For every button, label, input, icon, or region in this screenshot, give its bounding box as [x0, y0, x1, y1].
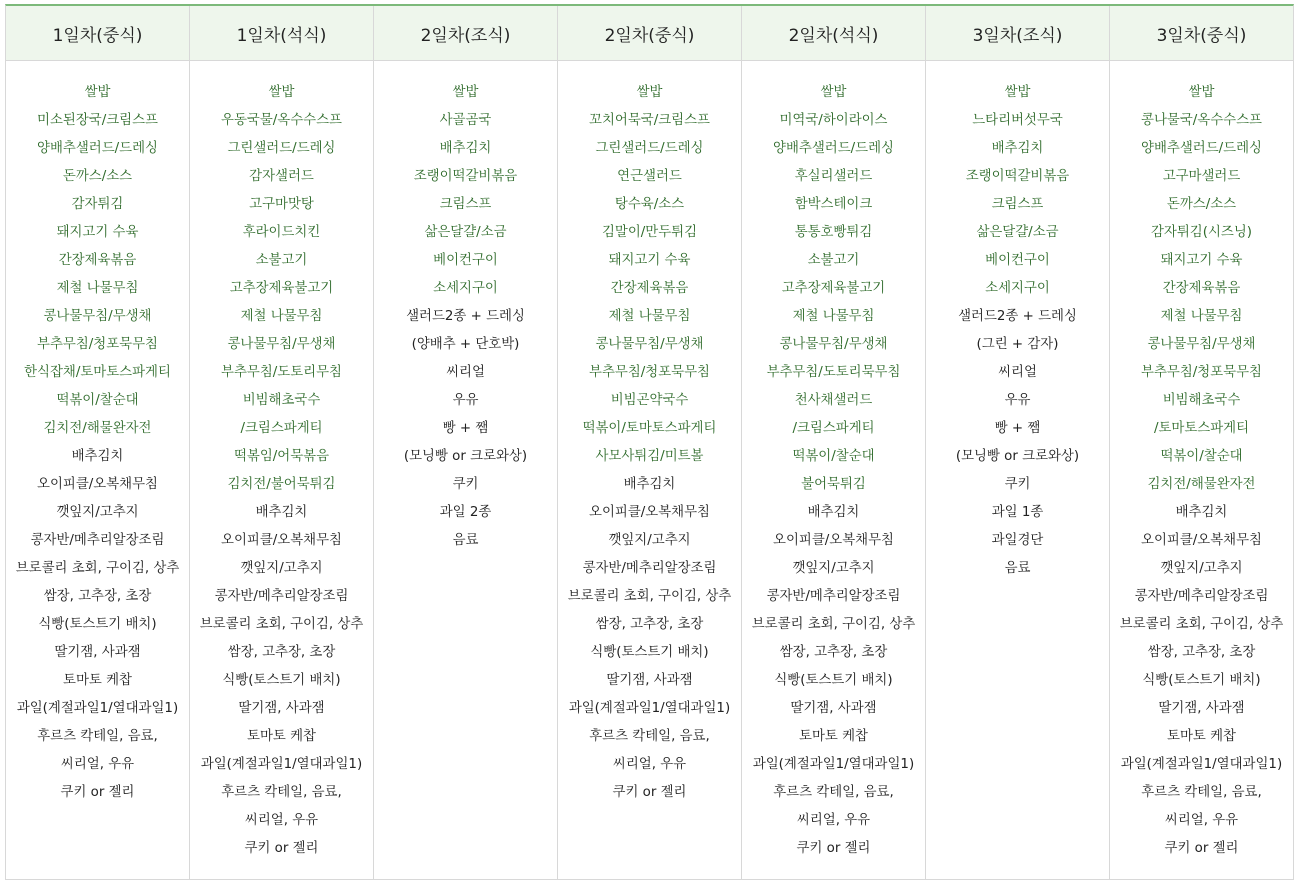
menu-item: 비빔곤약국수 [610, 393, 689, 408]
menu-item: 조랭이떡갈비볶음 [413, 169, 518, 184]
menu-item: 후라이드치킨 [242, 225, 321, 240]
menu-item: 우동국물/옥수수스프 [221, 113, 342, 128]
menu-item: 쌈장, 고추장, 초장 [595, 617, 704, 632]
menu-item: 깻잎지/고추지 [240, 561, 323, 576]
menu-item: 깻잎지/고추지 [792, 561, 875, 576]
menu-item: 소세지구이 [433, 281, 498, 296]
menu-item: 배추김치 [439, 141, 492, 156]
menu-item-list [926, 61, 1109, 583]
menu-item: 딸기잼, 사과잼 [606, 673, 693, 688]
menu-column-day2-lunch [557, 6, 741, 879]
menu-item: (그린 + 감자) [976, 337, 1059, 352]
menu-item: 콩자반/메추리알장조림 [1134, 589, 1269, 604]
menu-item: 탕수육/소스 [614, 197, 685, 212]
menu-item: 쌈장, 고추장, 초장 [779, 645, 888, 660]
menu-item: 돼지고기 수육 [608, 253, 691, 268]
menu-item: 씨리얼 [446, 365, 485, 380]
menu-item: 그린샐러드/드레싱 [595, 141, 704, 156]
menu-item: 빵 + 쨈 [442, 421, 489, 436]
menu-item: (양배추 + 단호박) [411, 337, 520, 352]
column-header: 3일차(중식) [1110, 6, 1293, 61]
menu-item: 베이컨구이 [433, 253, 498, 268]
column-header: 3일차(조식) [926, 6, 1109, 61]
menu-item: 후르츠 칵테일, 음료, [1141, 785, 1262, 800]
menu-item: 토마토 케찹 [1167, 729, 1236, 744]
menu-item: 고구마샐러드 [1162, 169, 1241, 184]
menu-item: 고구마맛탕 [249, 197, 314, 212]
menu-item: 제철 나물무침 [1160, 309, 1243, 324]
menu-item: 제철 나물무침 [608, 309, 691, 324]
menu-item: 제철 나물무침 [792, 309, 875, 324]
menu-item: 쌀밥 [452, 85, 479, 100]
menu-item: 크림스프 [439, 197, 492, 212]
menu-item: 배추김치 [807, 505, 860, 520]
menu-item: 떡볶이/찰순대 [792, 449, 875, 464]
menu-item: 쿠키 or 젤리 [796, 841, 871, 856]
menu-item: 후르츠 칵테일, 음료, [221, 785, 342, 800]
menu-item: 쿠키 or 젤리 [244, 841, 319, 856]
menu-item-list [190, 61, 373, 863]
menu-item: 감자튀김 [71, 197, 124, 212]
menu-item: 크림스프 [991, 197, 1044, 212]
column-header: 2일차(중식) [558, 6, 741, 61]
menu-item: 오이피클/오복채무침 [37, 477, 158, 492]
menu-item: 샐러드2종 + 드레싱 [406, 309, 525, 324]
menu-item: 깻잎지/고추지 [56, 505, 139, 520]
menu-item: 우유 [1004, 393, 1031, 408]
menu-column-day3-breakfast [925, 6, 1109, 879]
menu-item: 제철 나물무침 [56, 281, 139, 296]
menu-item: 음료 [1004, 561, 1031, 576]
menu-item: /토마토스파게티 [1153, 421, 1250, 436]
menu-item: 김치전/해물완자전 [43, 421, 152, 436]
menu-item: 과일(계절과일1/열대과일1) [1120, 757, 1283, 772]
menu-item: 빵 + 쨈 [994, 421, 1041, 436]
menu-item: 콩자반/메추리알장조림 [582, 561, 717, 576]
menu-item: 음료 [452, 533, 479, 548]
meal-menu-table [5, 4, 1294, 880]
menu-item: 쌀밥 [1004, 85, 1031, 100]
menu-item: 씨리얼, 우유 [60, 757, 135, 772]
menu-item: 부추무침/청포묵무침 [589, 365, 710, 380]
menu-item: 베이컨구이 [985, 253, 1050, 268]
menu-item: 한식잡채/토마토스파게티 [24, 365, 171, 380]
menu-item: 과일경단 [991, 533, 1044, 548]
menu-item: 함박스테이크 [794, 197, 873, 212]
menu-item: 오이피클/오복채무침 [221, 533, 342, 548]
menu-item: 쿠키 or 젤리 [60, 785, 135, 800]
menu-item: 오이피클/오복채무침 [773, 533, 894, 548]
menu-item: 쿠키 or 젤리 [612, 785, 687, 800]
menu-item: 그린샐러드/드레싱 [227, 141, 336, 156]
menu-item: 미역국/하이라이스 [779, 113, 888, 128]
column-header: 2일차(조식) [374, 6, 557, 61]
menu-column-day2-dinner [741, 6, 925, 879]
menu-item: 우유 [452, 393, 479, 408]
menu-item: 쌀밥 [636, 85, 663, 100]
menu-item: 간장제육볶음 [58, 253, 137, 268]
menu-item: 후르츠 칵테일, 음료, [773, 785, 894, 800]
menu-item: 후르츠 칵테일, 음료, [589, 729, 710, 744]
menu-item: 깻잎지/고추지 [608, 533, 691, 548]
menu-item: 미소된장국/크림스프 [37, 113, 158, 128]
menu-item-list [374, 61, 557, 555]
menu-item: 브로콜리 초회, 구이김, 상추 [751, 617, 916, 632]
menu-item: 콩자반/메추리알장조림 [766, 589, 901, 604]
menu-item: 씨리얼, 우유 [612, 757, 687, 772]
menu-item: 브로콜리 초회, 구이김, 상추 [567, 589, 732, 604]
menu-item: 콩나물무침/무생채 [779, 337, 888, 352]
menu-item: 식빵(토스트기 배치) [38, 617, 157, 632]
column-header: 1일차(석식) [190, 6, 373, 61]
menu-item: 돈까스/소스 [62, 169, 133, 184]
menu-item: 쌀밥 [820, 85, 847, 100]
menu-item: 콩나물무침/무생채 [1147, 337, 1256, 352]
menu-item: 식빵(토스트기 배치) [590, 645, 709, 660]
menu-item: 과일 1종 [991, 505, 1044, 520]
menu-item: 토마토 케찹 [63, 673, 132, 688]
menu-item: 토마토 케찹 [799, 729, 868, 744]
menu-item: 쌈장, 고추장, 초장 [1147, 645, 1256, 660]
menu-item: 소불고기 [255, 253, 308, 268]
menu-item: 소세지구이 [985, 281, 1050, 296]
menu-item: 콩자반/메추리알장조림 [214, 589, 349, 604]
menu-item: 조랭이떡갈비볶음 [965, 169, 1070, 184]
menu-item: 쌈장, 고추장, 초장 [43, 589, 152, 604]
menu-item: 씨리얼, 우유 [796, 813, 871, 828]
menu-item: 후르츠 칵테일, 음료, [37, 729, 158, 744]
menu-item: 느타리버섯무국 [972, 113, 1063, 128]
menu-item: 삶은달걀/소금 [424, 225, 507, 240]
menu-item: 씨리얼, 우유 [1164, 813, 1239, 828]
menu-item: 통통호빵튀김 [794, 225, 873, 240]
menu-item-list [1110, 61, 1293, 863]
menu-item: 토마토 케찹 [247, 729, 316, 744]
menu-item: 떡볶이/찰순대 [56, 393, 139, 408]
menu-item: 과일(계절과일1/열대과일1) [200, 757, 363, 772]
menu-item: 돈까스/소스 [1166, 197, 1237, 212]
menu-item: (모닝빵 or 크로와상) [955, 449, 1080, 464]
menu-item: 후실리샐러드 [794, 169, 873, 184]
menu-item: 콩나물국/옥수수스프 [1141, 113, 1262, 128]
menu-column-day3-lunch [1109, 6, 1293, 879]
menu-item: 씨리얼 [998, 365, 1037, 380]
menu-item-list [6, 61, 189, 807]
menu-item: 배추김치 [991, 141, 1044, 156]
menu-item: 감자튀김(시즈닝) [1151, 225, 1252, 240]
menu-item: 씨리얼, 우유 [244, 813, 319, 828]
menu-item: 부추무침/도토리묵무침 [766, 365, 901, 380]
menu-item: 양배추샐러드/드레싱 [37, 141, 158, 156]
menu-item: 떡볶임/어묵볶음 [233, 449, 330, 464]
menu-item: 딸기잼, 사과잼 [238, 701, 325, 716]
menu-item: 브로콜리 초회, 구이김, 상추 [15, 561, 180, 576]
menu-item: 식빵(토스트기 배치) [1142, 673, 1261, 688]
menu-column-day1-dinner [189, 6, 373, 879]
menu-item: 오이피클/오복채무침 [589, 505, 710, 520]
menu-item: 식빵(토스트기 배치) [774, 673, 893, 688]
menu-item: 쌈장, 고추장, 초장 [227, 645, 336, 660]
menu-item: 천사채샐러드 [794, 393, 873, 408]
column-header: 1일차(중식) [6, 6, 189, 61]
menu-item: 배추김치 [255, 505, 308, 520]
menu-item: 간장제육볶음 [610, 281, 689, 296]
menu-item: /크림스파게티 [792, 421, 875, 436]
menu-item-list [558, 61, 741, 807]
menu-item: 떡볶이/토마토스파게티 [582, 421, 717, 436]
menu-item: 깻잎지/고추지 [1160, 561, 1243, 576]
menu-item: 고추장제육불고기 [229, 281, 334, 296]
menu-item: 쌀밥 [1188, 85, 1215, 100]
menu-item: 제철 나물무침 [240, 309, 323, 324]
menu-item: 브로콜리 초회, 구이김, 상추 [199, 617, 364, 632]
menu-item: 쌀밥 [84, 85, 111, 100]
menu-item: 과일 2종 [439, 505, 492, 520]
menu-item: 삶은달걀/소금 [976, 225, 1059, 240]
menu-item: 부추무침/청포묵무침 [1141, 365, 1262, 380]
menu-item: 김치전/해물완자전 [1147, 477, 1256, 492]
column-header: 2일차(석식) [742, 6, 925, 61]
menu-item: 부추무침/청포묵무침 [37, 337, 158, 352]
menu-item: 쿠키 [1004, 477, 1031, 492]
menu-item: 떡볶이/찰순대 [1160, 449, 1243, 464]
menu-item: 소불고기 [807, 253, 860, 268]
menu-item: 사모사튀김/미트볼 [595, 449, 704, 464]
menu-item: 간장제육볶음 [1162, 281, 1241, 296]
menu-item: 콩자반/메추리알장조림 [30, 533, 165, 548]
menu-item: 부추무침/도토리무침 [221, 365, 342, 380]
menu-item: 비빔해초국수 [242, 393, 321, 408]
menu-item: 배추김치 [71, 449, 124, 464]
menu-item: 비빔해초국수 [1162, 393, 1241, 408]
menu-item: 샐러드2종 + 드레싱 [958, 309, 1077, 324]
menu-item: 식빵(토스트기 배치) [222, 673, 341, 688]
menu-item: 돼지고기 수육 [1160, 253, 1243, 268]
menu-item: 불어묵튀김 [801, 477, 866, 492]
menu-item: 김말이/만두튀김 [601, 225, 698, 240]
menu-item: (모닝빵 or 크로와상) [403, 449, 528, 464]
menu-item: 김치전/불어묵튀김 [227, 477, 336, 492]
menu-item: 과일(계절과일1/열대과일1) [568, 701, 731, 716]
menu-item: 감자샐러드 [249, 169, 314, 184]
menu-column-day2-breakfast [373, 6, 557, 879]
menu-item: 배추김치 [1175, 505, 1228, 520]
menu-item: 브로콜리 초회, 구이김, 상추 [1119, 617, 1284, 632]
menu-item: 사골곰국 [439, 113, 492, 128]
menu-item: 쿠키 or 젤리 [1164, 841, 1239, 856]
menu-column-day1-lunch [6, 6, 189, 879]
menu-item: 고추장제육불고기 [781, 281, 886, 296]
menu-item: 딸기잼, 사과잼 [54, 645, 141, 660]
menu-item: 콩나물무침/무생채 [227, 337, 336, 352]
menu-item: 과일(계절과일1/열대과일1) [752, 757, 915, 772]
menu-item: 콩나물무침/무생채 [43, 309, 152, 324]
menu-item: 배추김치 [623, 477, 676, 492]
menu-item: 과일(계절과일1/열대과일1) [16, 701, 179, 716]
menu-item-list [742, 61, 925, 863]
menu-item: 쿠키 [452, 477, 479, 492]
menu-item: 꼬치어묵국/크림스프 [589, 113, 710, 128]
menu-item: 딸기잼, 사과잼 [790, 701, 877, 716]
menu-item: 쌀밥 [268, 85, 295, 100]
menu-item: 콩나물무침/무생채 [595, 337, 704, 352]
menu-item: 딸기잼, 사과잼 [1158, 701, 1245, 716]
menu-item: 연근샐러드 [617, 169, 682, 184]
menu-item: /크림스파게티 [240, 421, 323, 436]
menu-item: 돼지고기 수육 [56, 225, 139, 240]
menu-item: 양배추샐러드/드레싱 [1141, 141, 1262, 156]
menu-item: 오이피클/오복채무침 [1141, 533, 1262, 548]
menu-item: 양배추샐러드/드레싱 [773, 141, 894, 156]
